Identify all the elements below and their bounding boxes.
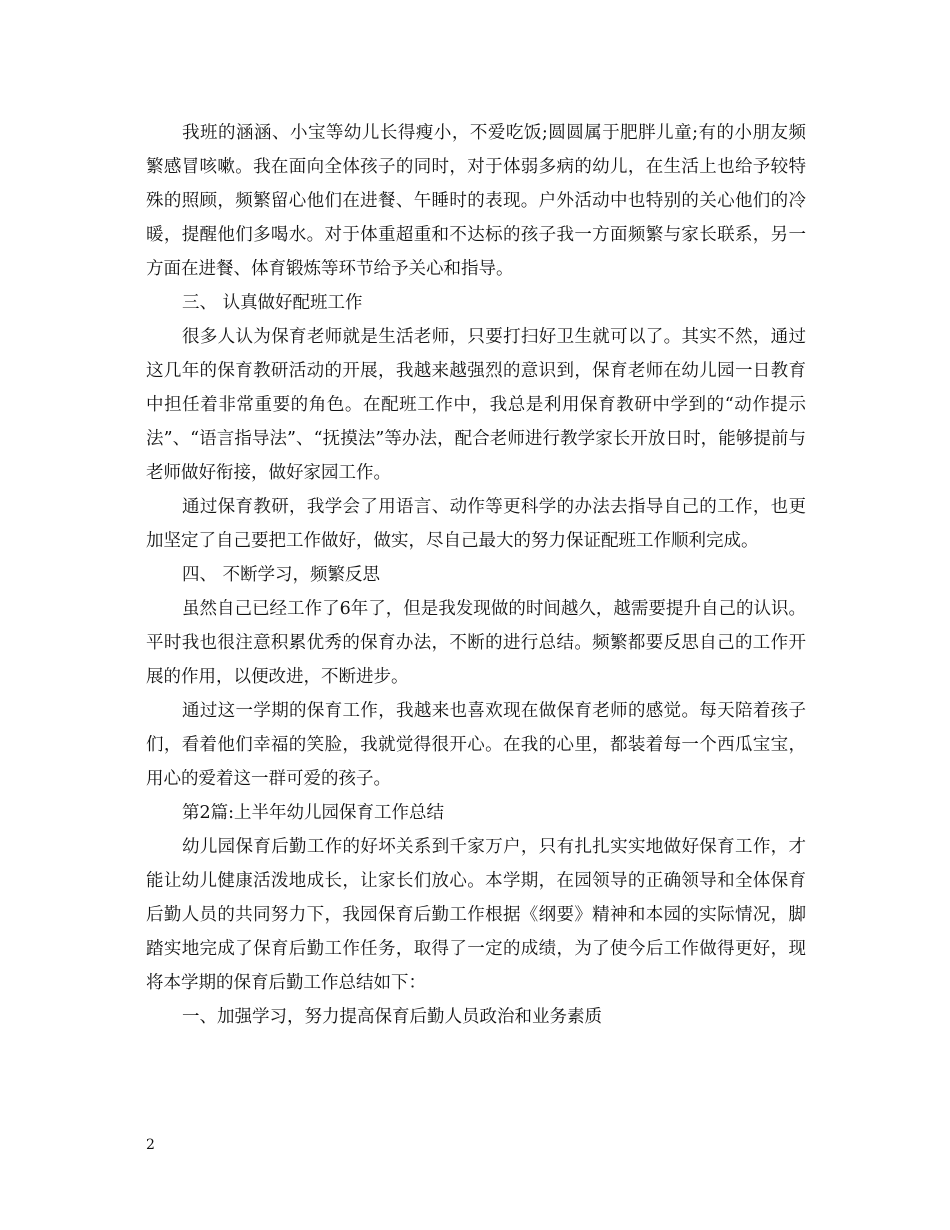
paragraph-research-learning: 通过保育教研，我学会了用语言、动作等更科学的办法去指导自己的工作，也更加坚定了自己要把工作做好，做实，尽自己最大的努力保证配班工作顺利完成。 <box>146 497 806 551</box>
paragraph-weak-children-care: 我班的涵涵、小宝等幼儿长得瘦小，不爱吃饭;圆圆属于肥胖儿童;有的小朋友频繁感冒咳嗽。我在面向全体孩子的同时，对于体弱多病的幼儿，在生活上也给予较特殊的照顾，频繁留心他们在进餐、午睡时的表现。户外活动中也特别的关心他们的冷暖，提醒他们多喝水。对于体重超重和不达标的孩子我一方面频繁与家长联系，另一方面在进餐、体育锻炼等环节给予关心和指导。 <box>146 123 806 279</box>
paragraph-assistant-role: 很多人认为保育老师就是生活老师，只要打扫好卫生就可以了。其实不然，通过这几年的保育教研活动的开展，我越来越强烈的意识到，保育老师在幼儿园一日教育中担任着非常重要的角色。在配班工作中，我总是利用保育教研中学到的“动作提示法”、“语言指导法”、“抚摸法”等办法，配合老师进行教学家长开放日时，能够提前与老师做好衔接，做好家园工作。 <box>146 327 806 483</box>
paragraph-conclusion: 通过这一学期的保育工作，我越来也喜欢现在做保育老师的感觉。每天陪着孩子们，看着他们幸福的笑脸，我就觉得很开心。在我的心里，都装着每一个西瓜宝宝，用心的爱着这一群可爱的孩子。 <box>146 701 806 789</box>
page-number: 2 <box>146 1137 155 1153</box>
section-heading-1: 一、加强学习，努力提高保育后勤人员政治和业务素质 <box>182 1007 602 1027</box>
document-body <box>146 116 806 1034</box>
paragraph-article-2-intro: 幼儿园保育后勤工作的好坏关系到千家万户，只有扎扎实实地做好保育工作，才能让幼儿健康活泼地成长，让家长们放心。本学期，在园领导的正确领导和全体保育后勤人员的共同努力下，我园保育后勤工作根据《纲要》精神和本园的实际情况，脚踏实地完成了保育后勤工作任务，取得了一定的成绩，为了使今后工作做得更好，现将本学期的保育后勤工作总结如下： <box>146 837 806 993</box>
article-2-title: 第2篇:上半年幼儿园保育工作总结 <box>182 803 445 823</box>
section-heading-4: 四、 不断学习，频繁反思 <box>182 565 381 585</box>
paragraph-reflection: 虽然自己已经工作了6年了，但是我发现做的时间越久，越需要提升自己的认识。平时我也很注意积累优秀的保育办法，不断的进行总结。频繁都要反思自己的工作开展的作用，以便改进，不断进步。 <box>146 599 806 687</box>
section-heading-3: 三、 认真做好配班工作 <box>182 293 363 313</box>
